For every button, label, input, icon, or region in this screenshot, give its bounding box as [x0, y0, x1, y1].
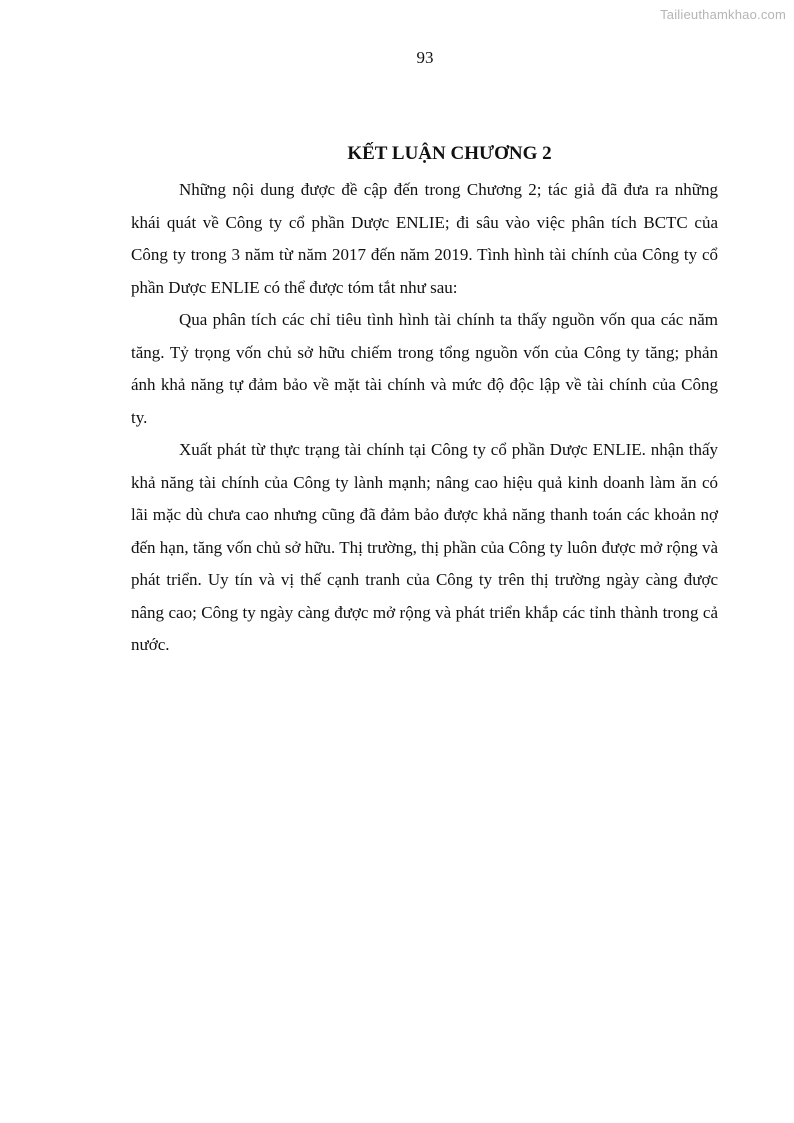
chapter-title: KẾT LUẬN CHƯƠNG 2	[347, 143, 552, 164]
watermark: Tailieuthamkhao.com	[660, 7, 786, 22]
document-body	[131, 140, 718, 662]
paragraph-2: Qua phân tích các chỉ tiêu tình hình tài chính ta thấy nguồn vốn qua các năm tăng. Tỷ trọng vốn chủ sở hữu chiếm trong tổng nguồn vốn của Công ty tăng; phản ánh khả năng tự đảm bảo về mặt tài chính và mức độ độc lập về tài chính của Công ty.	[131, 310, 718, 427]
page-number: 93	[416, 48, 434, 67]
paragraph-3: Xuất phát từ thực trạng tài chính tại Công ty cổ phần Dược ENLIE. nhận thấy khả năng tài chính của Công ty lành mạnh; nâng cao hiệu quả kinh doanh làm ăn có lãi mặc dù chưa cao nhưng cũng đã đảm bảo được khả năng thanh toán các khoản nợ đến hạn, tăng vốn chủ sở hữu. Thị trường, thị phần của Công ty luôn được mở rộng và phát triển. Uy tín và vị thế cạnh tranh của Công ty trên thị trường ngày càng được nâng cao; Công ty ngày càng được mở rộng và phát triển khắp các tỉnh thành trong cả nước.	[131, 440, 718, 654]
paragraph-1: Những nội dung được đề cập đến trong Chương 2; tác giả đã đưa ra những khái quát về Công ty cổ phần Dược ENLIE; đi sâu vào việc phân tích BCTC của Công ty trong 3 năm từ năm 2017 đến năm 2019. Tình hình tài chính của Công ty cổ phần Dược ENLIE có thể được tóm tắt như sau:	[131, 180, 718, 297]
